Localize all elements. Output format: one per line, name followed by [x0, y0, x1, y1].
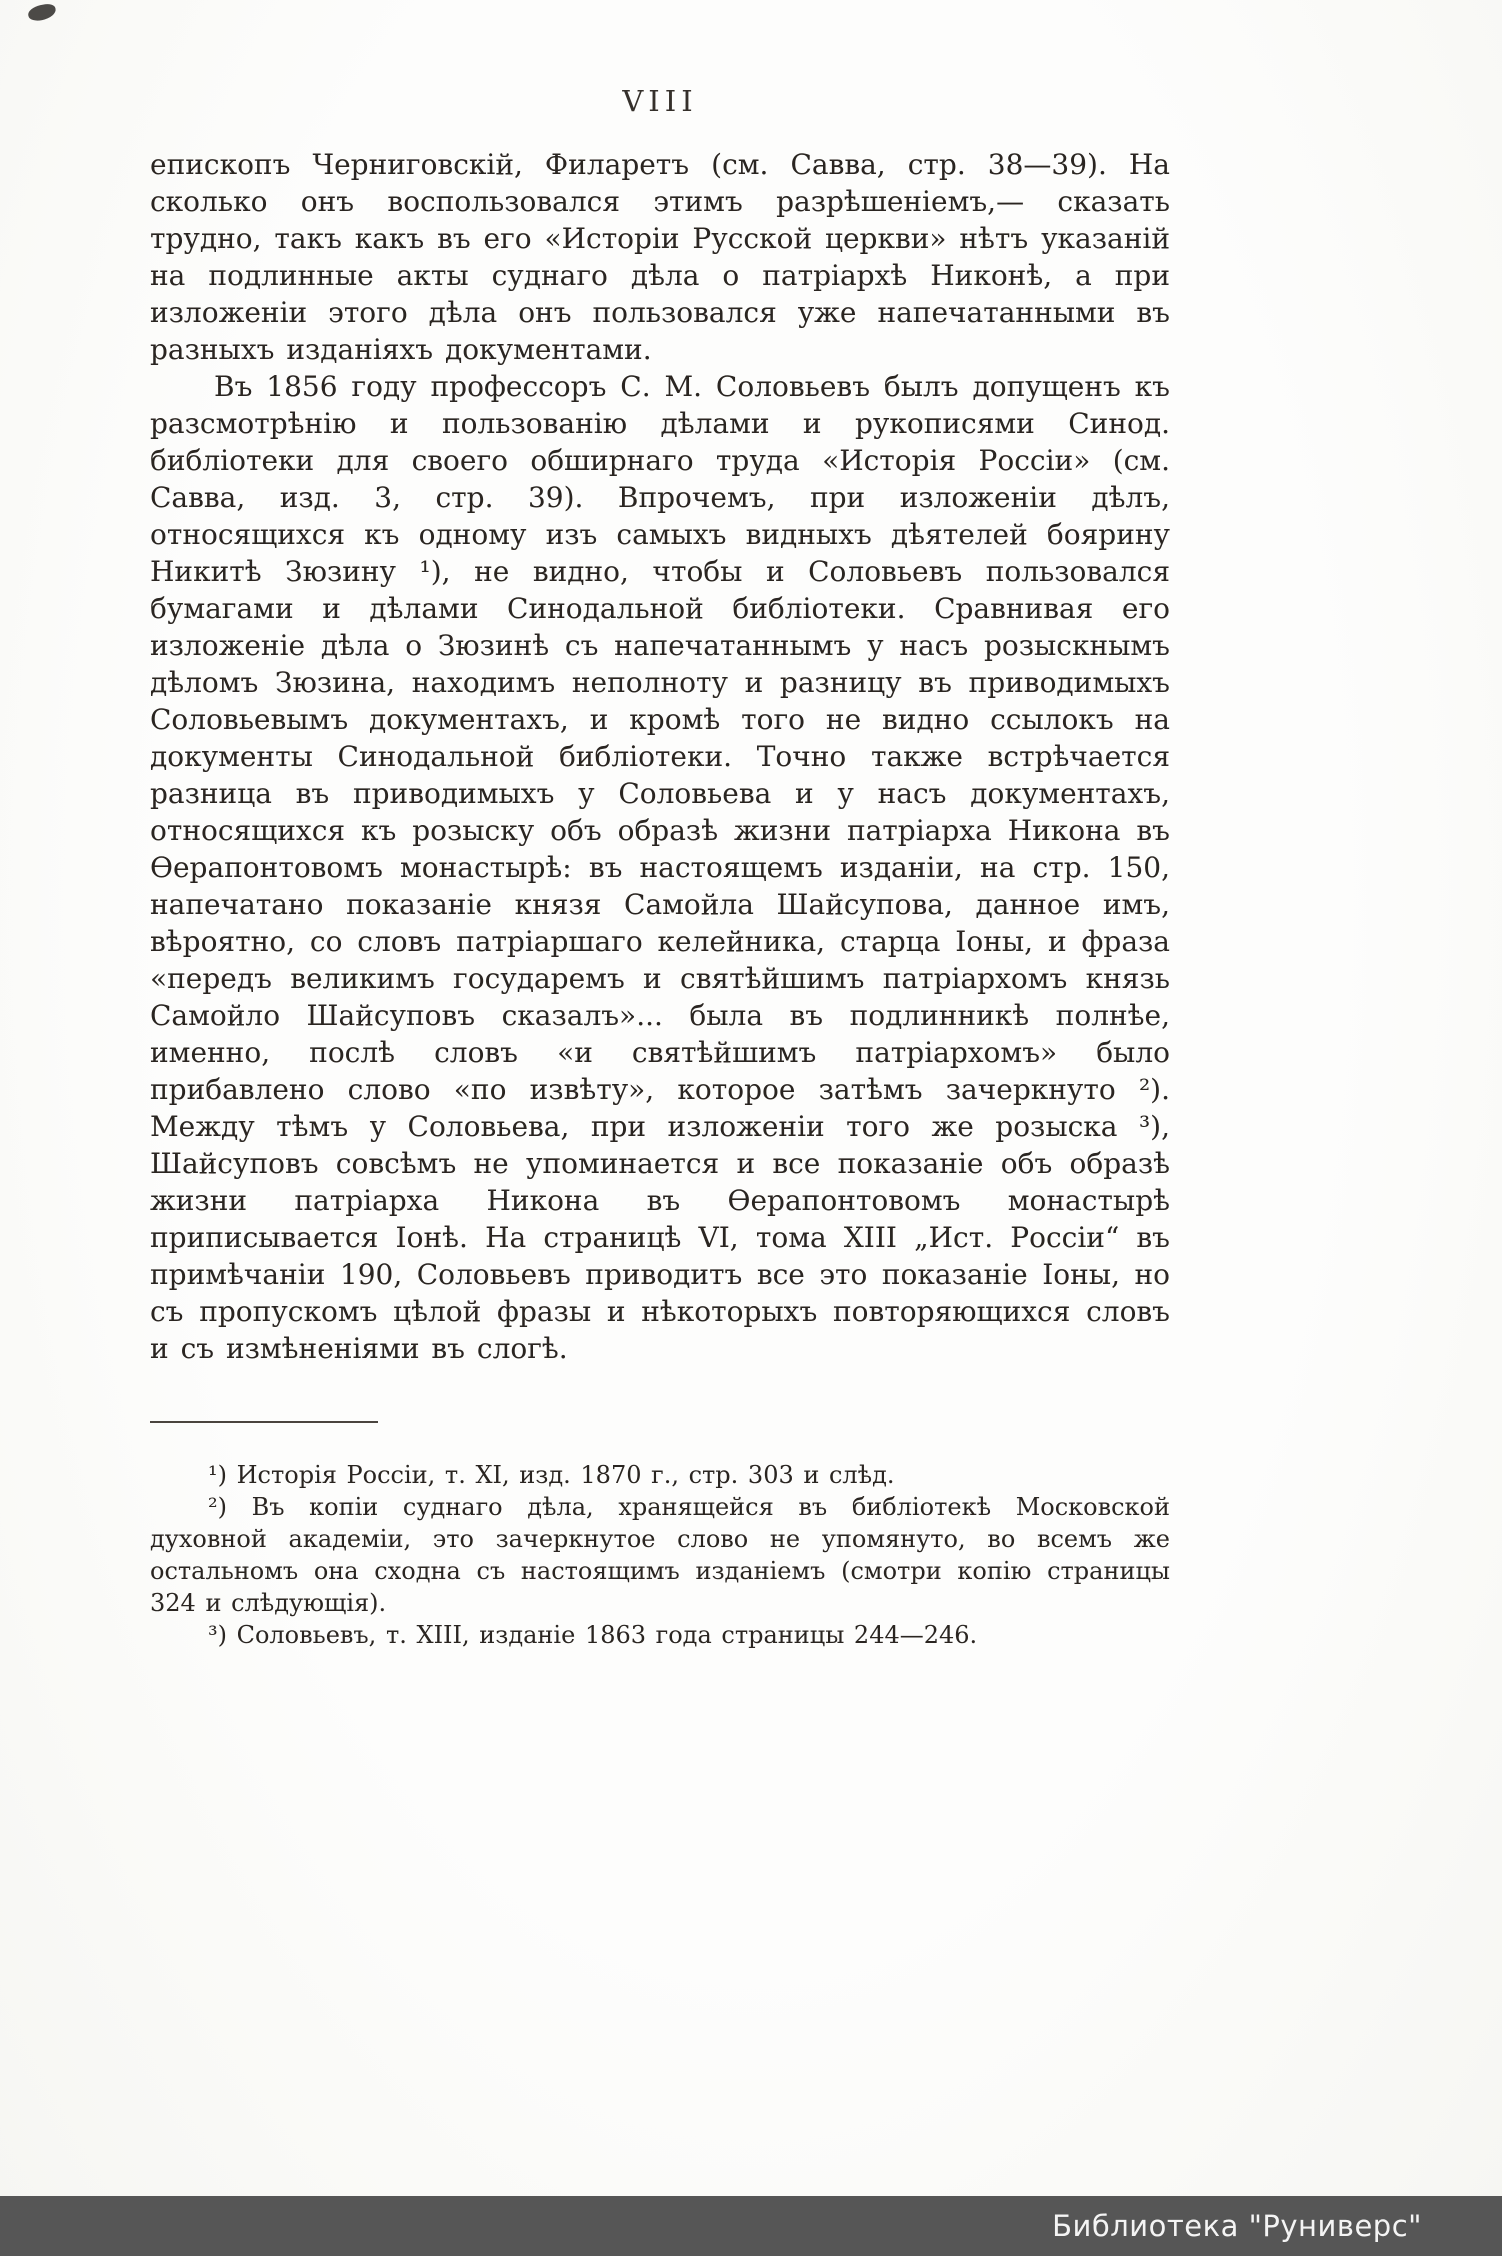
body-paragraph: Въ 1856 году профессоръ С. М. Соловьевъ былъ допущенъ къ разсмотрѣнію и пользованію дѣлами и рукописями Синод. библіотеки для своего обширнаго труда «Исторія Россіи» (см. Савва, изд. 3, стр. 39). Впрочемъ, при изложеніи дѣлъ, относящихся къ одному изъ самыхъ видныхъ дѣятелей боярину Никитѣ Зюзину ¹), не видно, чтобы и Соловьевъ пользовался бумагами и дѣлами Синодальной библіотеки. Сравнивая его изложеніе дѣла о Зюзинѣ съ напечатаннымъ у насъ розыскнымъ дѣломъ Зюзина, находимъ неполноту и разницу въ приводимыхъ Соловьевымъ документахъ, и кромѣ того не видно ссылокъ на документы Синодальной библіотеки. Точно также встрѣчается разница въ приводимыхъ у Соловьева и у насъ документахъ, относящихся къ розыску объ образѣ жизни патріарха Никона въ Ѳерапонтовомъ монастырѣ: въ настоящемъ изданіи, на стр. 150, напечатано показаніе князя Самойла Шайсупова, данное имъ, вѣроятно, со словъ патріаршаго келейника, старца Іоны, и фраза «передъ великимъ государемъ и святѣйшимъ патріархомъ князь Самойло Шайсуповъ сказалъ»... была въ подлинникѣ полнѣе, именно, послѣ словъ «и святѣйшимъ патріархомъ» было прибавлено слово «по извѣту», которое затѣмъ зачеркнуто ²). Между тѣмъ у Соловьева, при изложеніи того же розыска ³), Шайсуповъ совсѣмъ не упоминается и все показаніе объ образѣ жизни патріарха Никона въ Ѳерапонтовомъ монастырѣ приписывается Іонѣ. На страницѣ VI, тома XIII „Ист. Россіи“ въ примѣчаніи 190, Соловьевъ приводитъ все это показаніе Іоны, но съ пропускомъ цѣлой фразы и нѣкоторыхъ повторяющихся словъ и съ измѣненіями въ слогѣ. — [150, 370, 1170, 1365]
page-content — [150, 84, 1170, 1651]
scan-artifact — [27, 2, 58, 22]
footnote: ³) Соловьевъ, т. XIII, изданіе 1863 года страницы 244—246. — [208, 1621, 978, 1649]
page-number: VIII — [622, 84, 698, 118]
body-paragraph: епископъ Черниговскій, Филаретъ (см. Савва, стр. 38—39). На сколько онъ воспользовался этимъ разрѣшеніемъ,— сказать трудно, такъ какъ въ его «Исторіи Русской церкви» нѣтъ указаній на подлинные акты суднаго дѣла о патріархѣ Никонѣ, а при изложеніи этого дѣла онъ пользовался уже напечатанными въ разныхъ изданіяхъ документами. — [150, 148, 1170, 366]
footnote: ²) Въ копіи суднаго дѣла, хранящейся въ библіотекѣ Московской духовной академіи, это зачеркнутое слово не упомянуто, во всемъ же остальномъ она сходна съ настоящимъ изданіемъ (смотри копію страницы 324 и слѣдующія). — [150, 1493, 1170, 1617]
footnotes — [150, 1459, 1170, 1651]
watermark-bar — [0, 2196, 1502, 2256]
watermark-text: Библиотека "Руниверс" — [1052, 2209, 1422, 2243]
footnote: ¹) Исторія Россіи, т. XI, изд. 1870 г., стр. 303 и слѣд. — [208, 1461, 895, 1489]
body-text — [150, 146, 1170, 1367]
footnote-separator — [150, 1421, 378, 1423]
